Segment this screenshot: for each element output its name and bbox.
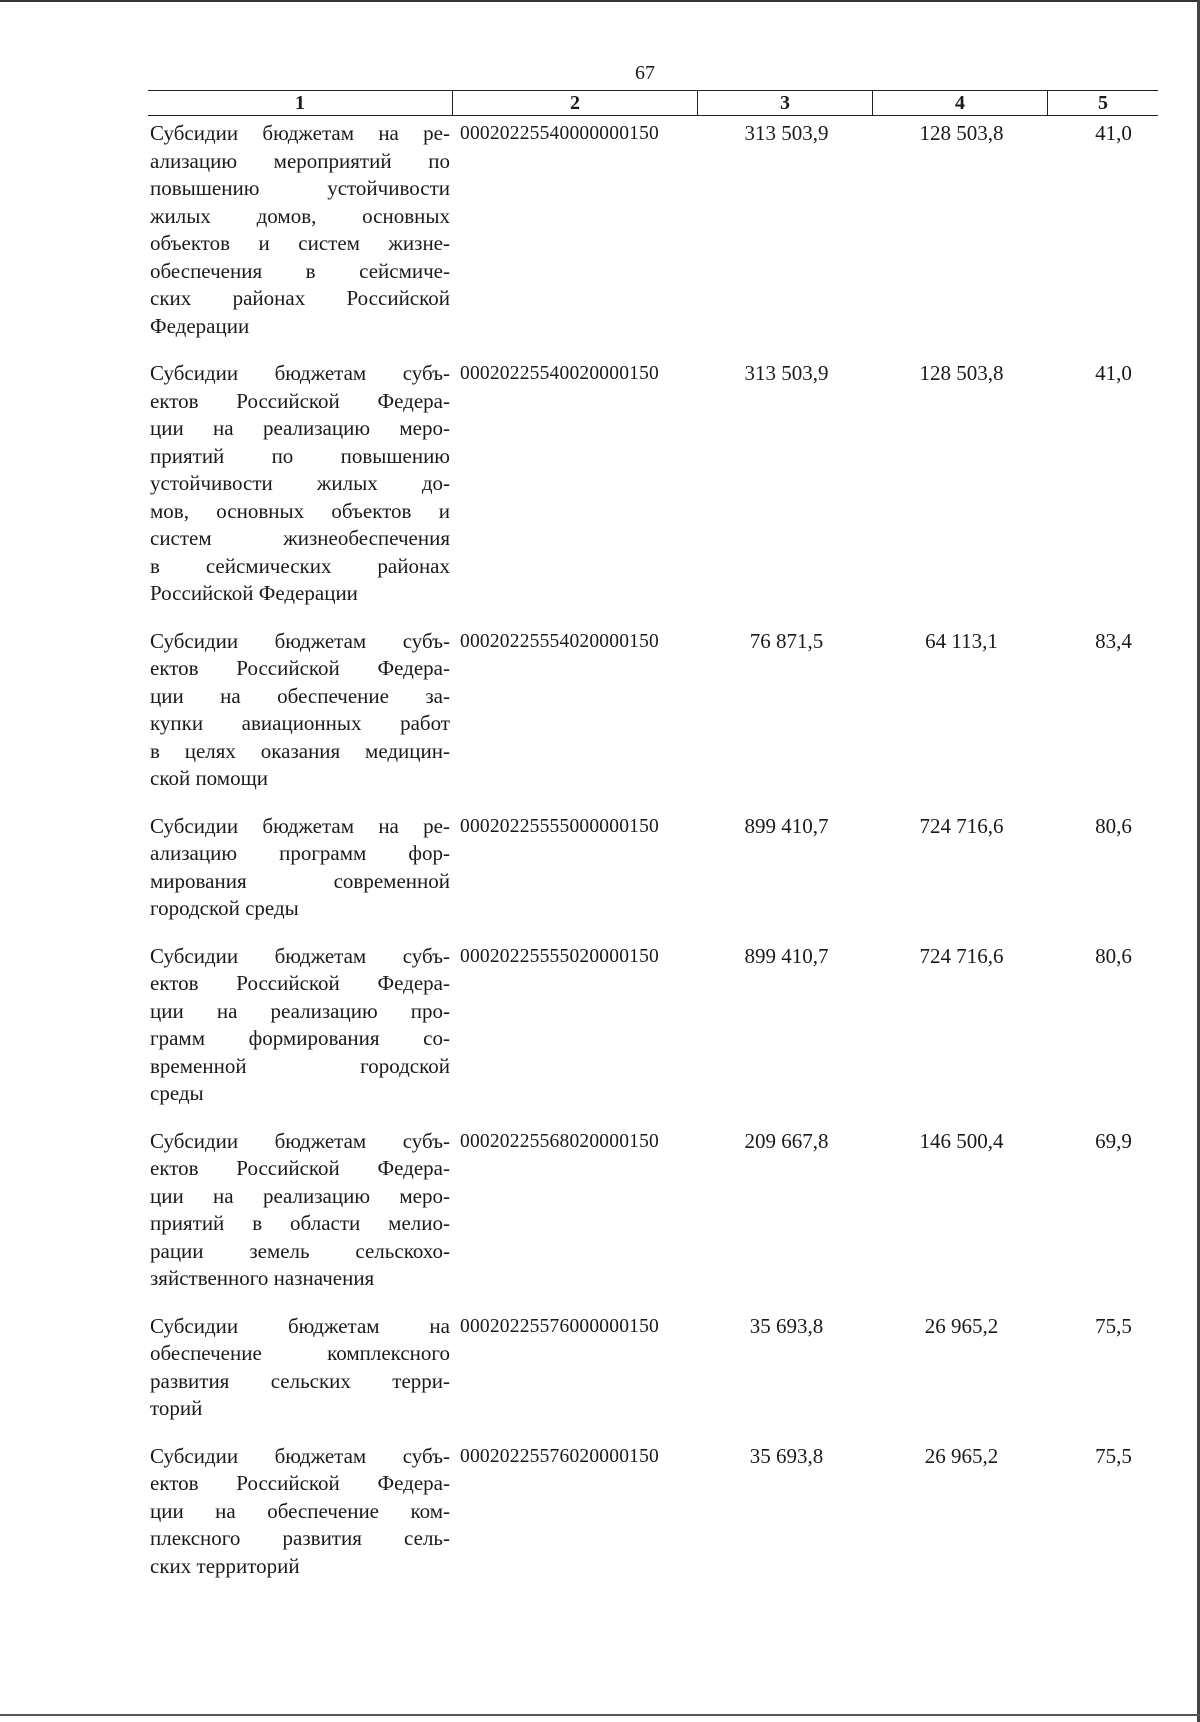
execution-percent: 80,6 <box>1095 943 1132 968</box>
executed-amount: 146 500,4 <box>919 1128 1004 1153</box>
description-line: развития сельских терри- <box>150 1368 450 1393</box>
row-description <box>150 813 454 923</box>
approved-amount: 899 410,7 <box>744 813 829 838</box>
description-line: ектов Российской Федера- <box>150 1156 450 1180</box>
approved-amount: 313 503,9 <box>744 361 829 385</box>
approved-amount: 899 410,7 <box>744 943 829 968</box>
page-number: 67 <box>635 62 655 84</box>
budget-code: 00020225576000000150 <box>460 1315 659 1337</box>
description-line: Субсидии бюджетам субъ- <box>150 1443 450 1468</box>
description-line: ции на обеспечение за- <box>150 683 450 708</box>
description-line: ции на реализацию меро- <box>150 1183 450 1208</box>
scan-edge-bottom <box>0 1714 1200 1716</box>
description-line: в сейсмических районах <box>150 553 450 578</box>
header-col-3: 3 <box>697 91 872 115</box>
header-col-2: 2 <box>452 91 697 115</box>
executed-amount: 724 716,6 <box>919 943 1004 968</box>
description-line: ектов Российской Федера- <box>150 1471 450 1495</box>
table-row <box>150 813 1160 923</box>
budget-code: 00020225555000000150 <box>460 815 659 837</box>
row-description <box>150 360 454 608</box>
execution-percent: 41,0 <box>1095 121 1132 145</box>
execution-percent: 80,6 <box>1095 813 1132 838</box>
row-description <box>150 628 454 793</box>
table-row <box>150 628 1160 793</box>
description-line: ектов Российской Федера- <box>150 388 450 413</box>
description-line: Федерации <box>150 313 250 338</box>
execution-percent: 83,4 <box>1095 628 1132 653</box>
description-line: ализацию мероприятий по <box>150 148 450 173</box>
executed-amount: 26 965,2 <box>924 1313 999 1338</box>
description-line: приятий в области мелио- <box>150 1211 450 1235</box>
table-row <box>150 1128 1160 1293</box>
description-line: Субсидии бюджетам на ре- <box>150 121 450 145</box>
approved-amount: 76 871,5 <box>749 628 824 653</box>
description-line: мов, основных объектов и <box>150 498 450 523</box>
approved-amount: 209 667,8 <box>744 1128 829 1153</box>
executed-amount: 724 716,6 <box>919 813 1004 838</box>
description-line: ции на реализацию меро- <box>150 416 450 440</box>
description-line: в целях оказания медицин- <box>150 738 450 763</box>
budget-code: 00020225540020000150 <box>460 363 659 384</box>
budget-table <box>150 90 1160 1580</box>
description-line: жилых домов, основных <box>150 203 450 228</box>
executed-amount: 128 503,8 <box>919 121 1004 145</box>
table-row <box>150 1313 1160 1423</box>
description-line: мирования современной <box>150 868 450 893</box>
row-description <box>150 943 454 1108</box>
description-line: ции на реализацию про- <box>150 998 450 1023</box>
budget-code: 00020225554020000150 <box>460 630 659 652</box>
table-body <box>150 120 1160 1580</box>
row-description <box>150 1128 454 1293</box>
description-line: среды <box>150 1081 204 1105</box>
table-row <box>150 1443 1160 1581</box>
description-line: систем жизнеобеспечения <box>150 526 450 550</box>
execution-percent: 69,9 <box>1095 1128 1132 1153</box>
execution-percent: 75,5 <box>1095 1313 1132 1338</box>
description-line: приятий по повышению <box>150 443 450 468</box>
description-line: Субсидии бюджетам на <box>150 1313 450 1338</box>
description-line: повышению устойчивости <box>150 176 450 200</box>
description-line: Субсидии бюджетам субъ- <box>150 628 450 653</box>
row-description <box>150 120 454 340</box>
budget-code: 00020225568020000150 <box>460 1130 659 1152</box>
description-line: устойчивости жилых до- <box>150 471 450 495</box>
executed-amount: 26 965,2 <box>924 1443 999 1468</box>
description-line: Субсидии бюджетам субъ- <box>150 1128 450 1153</box>
description-line: временной городской <box>150 1053 450 1078</box>
description-line: ских территорий <box>150 1553 300 1578</box>
executed-amount: 64 113,1 <box>925 628 998 653</box>
executed-amount: 128 503,8 <box>919 361 1004 385</box>
approved-amount: 313 503,9 <box>744 121 829 145</box>
description-line: Субсидии бюджетам субъ- <box>150 361 450 385</box>
approved-amount: 35 693,8 <box>749 1443 824 1468</box>
description-line: плексного развития сель- <box>150 1526 450 1550</box>
execution-percent: 41,0 <box>1095 361 1132 385</box>
description-line: городской среды <box>150 896 299 920</box>
description-line: ских районах Российской <box>150 286 450 310</box>
description-line: объектов и систем жизне- <box>150 231 450 255</box>
table-row <box>150 120 1160 340</box>
description-line: обеспечения в сейсмиче- <box>150 258 450 283</box>
header-col-5: 5 <box>1047 91 1158 115</box>
description-line: торий <box>150 1396 203 1420</box>
header-col-1: 1 <box>295 92 305 114</box>
description-line: ализацию программ фор- <box>150 841 450 865</box>
description-line: Субсидии бюджетам субъ- <box>150 943 450 968</box>
description-line: рации земель сельскохо- <box>150 1238 450 1263</box>
header-col-4: 4 <box>872 91 1047 115</box>
table-header-row <box>148 90 1158 116</box>
budget-code: 00020225540000000150 <box>460 123 659 144</box>
row-description <box>150 1443 454 1581</box>
approved-amount: 35 693,8 <box>749 1313 824 1338</box>
budget-code: 00020225555020000150 <box>460 945 659 967</box>
row-description <box>150 1313 454 1423</box>
table-row <box>150 943 1160 1108</box>
description-line: ектов Российской Федера- <box>150 656 450 680</box>
budget-code: 00020225576020000150 <box>460 1445 659 1467</box>
description-line: Субсидии бюджетам на ре- <box>150 813 450 838</box>
description-line: грамм формирования со- <box>150 1026 450 1050</box>
description-line: Российской Федерации <box>150 581 358 605</box>
description-line: зяйственного назначения <box>150 1266 375 1290</box>
table-row <box>150 360 1160 608</box>
description-line: ции на обеспечение ком- <box>150 1498 450 1523</box>
description-line: ектов Российской Федера- <box>150 971 450 995</box>
description-line: купки авиационных работ <box>150 711 450 735</box>
description-line: обеспечение комплексного <box>150 1341 450 1365</box>
execution-percent: 75,5 <box>1095 1443 1132 1468</box>
scan-edge-top <box>0 0 1200 2</box>
description-line: ской помощи <box>150 766 268 790</box>
